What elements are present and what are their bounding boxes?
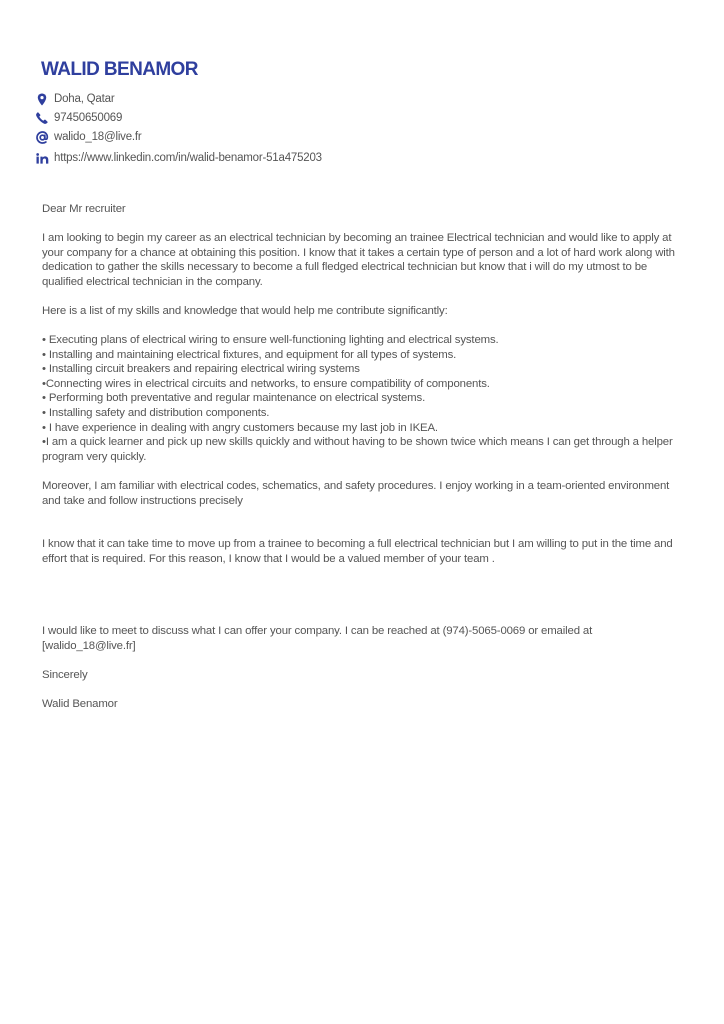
phone-icon [34, 111, 50, 125]
contact-linkedin[interactable] [34, 151, 634, 165]
signature: Walid Benamor [42, 698, 118, 711]
meet-paragraph: I would like to meet to discuss what I can offer your company. I can be reached at (974)-5065-0069 or emailed at [walido_18@live.fr] [42, 625, 593, 652]
letter-body [42, 202, 682, 712]
linkedin-icon [34, 151, 50, 165]
at-sign-icon [34, 130, 50, 144]
skill-item: • Performing both preventative and regular maintenance on electrical systems. [42, 392, 426, 405]
intro-paragraph: I am looking to begin my career as an electrical technician by becoming an trainee Electrical technician and would like to apply at your company for a chance at obtaining this position. I know that it takes a certain type of person and a lot of hard work along with dedication to gather the skills necessary to become a full fledged electrical technician but know that i will do my utmost to be qualified electrical technician in the company. [42, 232, 675, 288]
skill-item: •I am a quick learner and pick up new skills quickly and without having to be shown twice which means I can get through a helper program very quickly. [42, 436, 673, 463]
skill-item: • Installing and maintaining electrical fixtures, and equipment for all types of systems. [42, 348, 457, 361]
familiar-paragraph: Moreover, I am familiar with electrical codes, schematics, and safety procedures. I enjoy working in a team-oriented environment and take and follow instructions precisely [42, 479, 670, 507]
contact-location-text: Doha, Qatar [54, 93, 115, 105]
contact-email-text[interactable]: walido_18@live.fr [54, 131, 142, 143]
closing: Sincerely [42, 668, 88, 681]
skill-item: • Executing plans of electrical wiring to ensure well-functioning lighting and electrical systems. [42, 334, 499, 347]
skill-item: •Connecting wires in electrical circuits and networks, to ensure compatibility of components. [42, 377, 490, 390]
willing-paragraph: I know that it can take time to move up from a trainee to becoming a full electrical technician but I am willing to put in the time and effort that is required. For this reason, I know that I would be a valued member of your team . [42, 538, 673, 565]
contact-phone-text: 97450650069 [54, 112, 123, 124]
salutation: Dear Mr recruiter [42, 203, 126, 215]
skill-item: • Installing safety and distribution components. [42, 407, 270, 420]
contact-location [34, 92, 634, 106]
skills-intro: Here is a list of my skills and knowledge that would help me contribute significantly: [42, 304, 448, 317]
skill-item: • I have experience in dealing with angry customers because my last job in IKEA. [42, 421, 438, 434]
map-pin-icon [34, 92, 50, 106]
contact-linkedin-text[interactable]: https://www.linkedin.com/in/walid-benamor-51a475203 [54, 152, 322, 164]
contact-email[interactable] [34, 130, 634, 144]
skill-item: • Installing circuit breakers and repairing electrical wiring systems [42, 363, 360, 376]
contact-phone [34, 111, 634, 125]
applicant-name: WALID BENAMOR [41, 59, 198, 80]
